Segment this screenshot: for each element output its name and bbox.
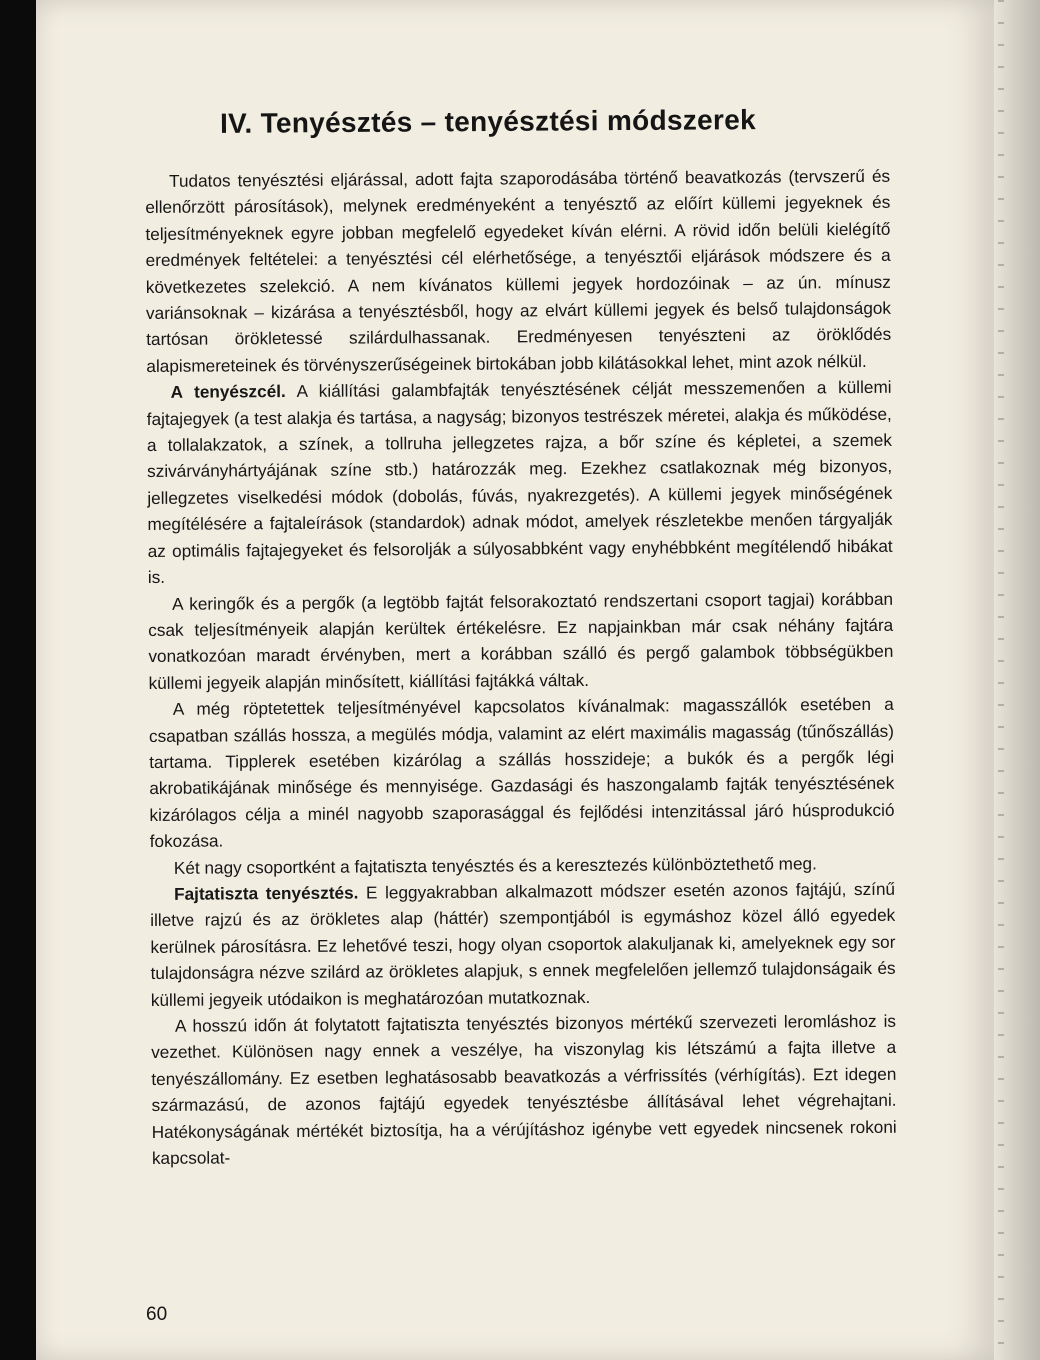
paragraph-lead: A tenyészcél. xyxy=(170,381,286,403)
paragraph-text: A hosszú időn át folytatott fajtatiszta tenyésztés bizonyos mértékű szervezeti leromláshoz is vezethet. Különösen nagy ennek a veszélye, ha viszonylag kis létszámú a fajta illetve a tenyészállomány. Ez esetben leghatásosabb beavatkozás a vérfrissítés (vérhígítás). Ezt idegen származású, de azonos fajtájú egyedek tenyésztésbe állításával lehet végrehajtani. Hatékonyságának mértékét biztosítja, ha a vérújításhoz igénybe vett egyedek nincsenek rokoni kapcsolat- xyxy=(151,1010,897,1169)
paragraph-text: A még röptetettek teljesítményével kapcsolatos kívánalmak: magasszállók esetében a csapatban szállás hossza, a megülés módja, valamint az elért maximális magasság (tűnőszállás) tartama. Tipplerek esetében kizárólag a szállás hosszideje; a bukók és a pergők légi akrobatikájának minősége és mennyisége. Gazdasági és haszongalamb fajták tenyésztésének kizárólagos célja a minél nagyobb szaporasággal és fejlődési intenzitással járó húsprodukció fokozása. xyxy=(148,693,895,852)
paragraph xyxy=(145,163,891,379)
paragraph xyxy=(151,1008,897,1172)
body-text xyxy=(145,163,897,1172)
page-number: 60 xyxy=(146,1304,168,1325)
paragraph-text: A keringők és a pergők (a legtöbb fajtát felsorakoztató rendszertani csoport tagjai) korábban csak teljesítményeik alapján kerültek értékelésre. Ez napjainkban már csak néhány fajtára vonatkozóan maradt érvényben, mert a korábban szálló és pergő galambok többségükben küllemi jegyeik alapján minősített, kiállítási fajtákká váltak. xyxy=(148,588,894,693)
paragraph xyxy=(148,585,894,696)
paragraph xyxy=(149,691,895,855)
paragraph-text: Tudatos tenyésztési eljárással, adott fajta szaporodásába történő beavatkozás (tervszerű és ellenőrzött párosítások), melynek eredményeként a tenyésztő az előírt küllemi jegyeknek és teljesítményeknek egyre jobban megfelelő egyedeket kíván elérni. A rövid időn belüli kielégítő eredmények feltételei: a tenyésztési cél elérhetősége, a tenyésztői eljárások módszere és a következetes szelekció. A nem kívánatos küllemi jegyek hordozóinak – az ún. mínusz variánsoknak – kizárása a tenyésztésből, hogy az elvárt küllemi jegyek és belső tulajdonságok tartósan örökletessé szilárdulhassanak. Eredményesen tenyészteni az öröklődés alapismereteinek és törvényszerűségeinek birtokában jobb kilátásokkal lehet, mint azok nélkül. xyxy=(145,165,892,376)
paragraph xyxy=(146,374,892,590)
paragraph-lead: Fajtatiszta tenyésztés. xyxy=(173,882,359,904)
paragraph xyxy=(150,876,896,1013)
chapter-title: IV. Tenyésztés – tenyésztési módszerek xyxy=(219,104,757,139)
page-edge-marks xyxy=(998,0,1004,1360)
paragraph-text: E leggyakrabban alkalmazott módszer esetén azonos fajtájú, színű illetve rajzú és az örökletes alap (háttér) szempontjából is egymáshoz közel álló egyedek kerülnek párosításra. Ez lehetővé teszi, hogy olyan csoportok alakuljanak ki, amelyeknek egy sor tulajdonságra nézve szilárd az örökletes alapjuk, s ennek megfelelően jellemző tulajdonságaik és küllemi jegyeik utódaikon is meghatározóan mutatkoznak. xyxy=(150,878,896,1010)
paragraph-text: Két nagy csoportként a fajtatiszta tenyésztés és a keresztezés különböztethető meg. xyxy=(173,852,817,878)
paragraph-text: A kiállítási galambfajták tenyésztésének célját messzemenően a küllemi fajtajegyek (a test alakja és tartása, a nagyság; bizonyos testrészek méretei, alakja és működése, a tollalakzatok, a színek, a tollruha jellegzetes rajza, a bőr színe és képletei, a szemek szivárványhártyájának színe stb.) határozzák meg. Ezekhez csatlakoznak még bizonyos, jellegzetes viselkedési módok (dobolás, fúvás, nyakrezgetés). A küllemi jegyek minőségének megítélésére a fajtaleírások (standardok) adnak módot, amelyek részletekbe menően tárgyalják az optimális fajtajegyeket és felsorolják a súlyosabbként vagy enyhébbként megítélendő hibákat is. xyxy=(146,377,893,588)
